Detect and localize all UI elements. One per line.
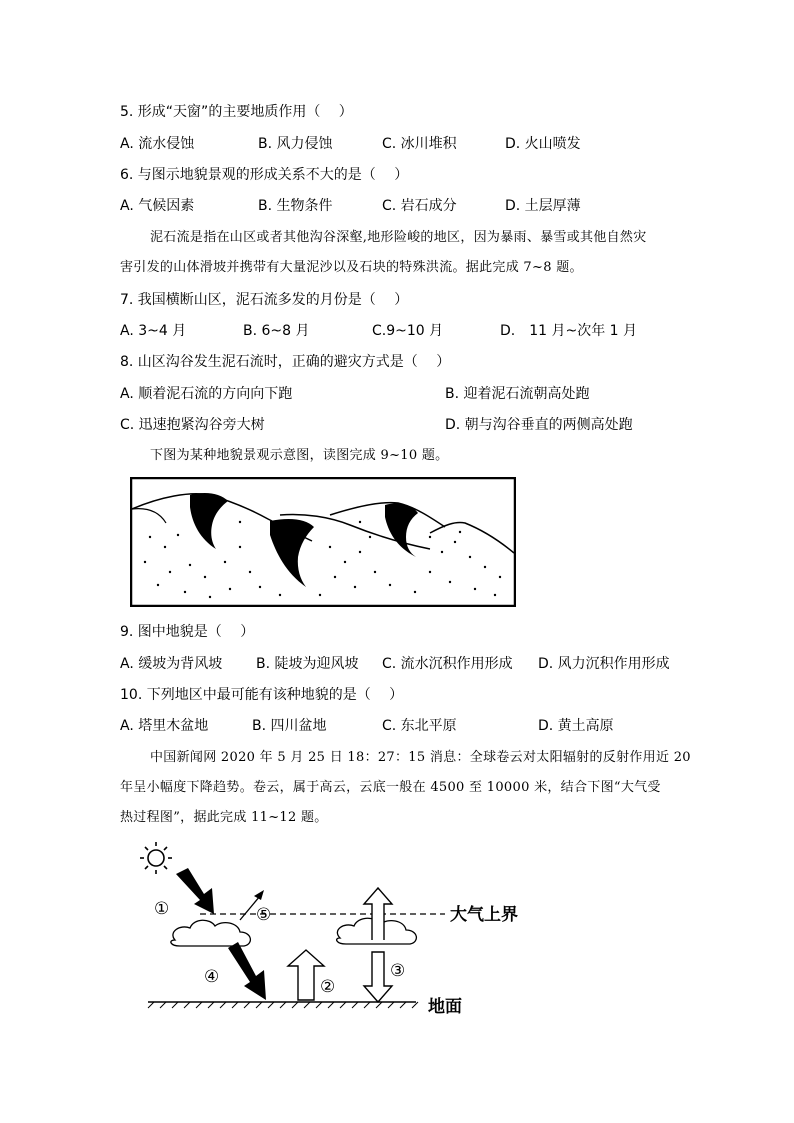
option-b: B. 陡坡为迎风坡 (256, 656, 359, 672)
atmosphere-heating-figure (140, 840, 560, 1020)
option-b: B. 生物条件 (258, 198, 333, 214)
question-stem: 10. 下列地区中最可能有该种地貌的是（ ） (120, 687, 404, 703)
marker-3: ③ (390, 961, 406, 981)
marker-1: ① (154, 899, 170, 919)
option-b: B. 风力侵蚀 (258, 136, 333, 152)
option-c: C. 迅速抱紧沟谷旁大树 (120, 417, 265, 433)
option-c: C. 流水沉积作用形成 (382, 656, 513, 672)
question-stem: 5. 形成“天窗”的主要地质作用（ ） (120, 104, 353, 120)
option-c: C. 东北平原 (382, 718, 457, 734)
incoming-radiation-arrow (176, 868, 214, 914)
option-d: D. 11 月~次年 1 月 (500, 323, 638, 339)
option-c: C. 岩石成分 (382, 198, 457, 214)
passage-line: 中国新闻网 2020 年 5 月 25 日 18：27：15 消息：全球卷云对太阳辐射的反射作用近 20 (150, 750, 691, 765)
option-c: C. 冰川堆积 (382, 136, 457, 152)
option-a: A. 流水侵蚀 (120, 136, 195, 152)
ground-radiation-arrow (288, 950, 324, 1000)
option-c: C.9~10 月 (372, 323, 444, 339)
option-a: A. 缓坡为背风坡 (120, 656, 223, 672)
dune-landscape-figure (130, 477, 516, 607)
option-a: A. 顺着泥石流的方向向下跑 (120, 386, 293, 402)
option-a: A. 3~4 月 (120, 323, 187, 339)
passage-dunes: 下图为某种地貌景观示意图，读图完成 9~10 题。 (150, 448, 449, 463)
atmospheric-counter-radiation-arrow (364, 952, 392, 1002)
sun-icon (140, 842, 172, 874)
option-d: D. 朝与沟谷垂直的两侧高处跑 (445, 417, 633, 433)
passage-line: 泥石流是指在山区或者其他沟谷深壑,地形险峻的地区，因为暴雨、暴雪或其他自然灾 (150, 230, 647, 245)
cloud-icon (171, 920, 251, 946)
question-stem: 8. 山区沟谷发生泥石流时，正确的避灾方式是（ ） (120, 354, 451, 370)
option-b: B. 迎着泥石流朝高处跑 (445, 386, 590, 402)
question-stem: 9. 图中地貌是（ ） (120, 624, 255, 640)
passage-line: 害引发的山体滑坡并携带有大量泥沙以及石块的特殊洪流。据此完成 7~8 题。 (120, 260, 583, 275)
option-d: D. 风力沉积作用形成 (538, 656, 670, 672)
option-d: D. 土层厚薄 (505, 198, 581, 214)
option-b: B. 6~8 月 (243, 323, 310, 339)
marker-4: ④ (204, 967, 220, 987)
question-stem: 6. 与图示地貌景观的形成关系不大的是（ ） (120, 167, 409, 183)
passage-line: 年呈小幅度下降趋势。卷云，属于高云，云底一般在 4500 至 10000 米，结合下图“大气受 (120, 780, 661, 795)
marker-5: ⑤ (256, 905, 272, 925)
option-a: A. 塔里木盆地 (120, 718, 209, 734)
option-d: D. 黄土高原 (538, 718, 614, 734)
passage-line: 热过程图”，据此完成 11~12 题。 (120, 810, 328, 825)
option-a: A. 气候因素 (120, 198, 195, 214)
radiation-to-ground-arrow (228, 942, 266, 1000)
upper-atmosphere-label: 大气上界 (450, 905, 518, 925)
question-stem: 7. 我国横断山区，泥石流多发的月份是（ ） (120, 292, 409, 308)
option-d: D. 火山喷发 (505, 136, 581, 152)
option-b: B. 四川盆地 (252, 718, 327, 734)
marker-2: ② (320, 977, 336, 997)
ground-label: 地面 (428, 997, 462, 1017)
